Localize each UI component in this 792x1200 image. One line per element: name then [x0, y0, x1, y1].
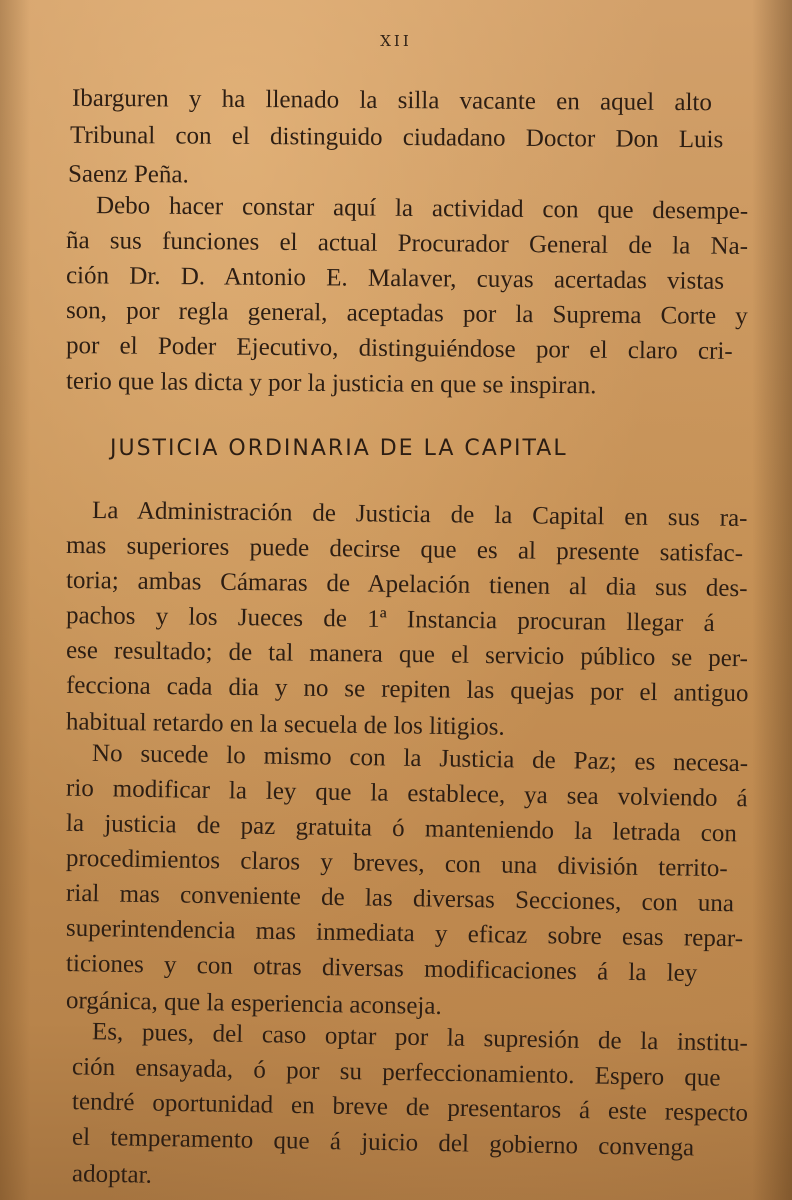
text-line: por el Poder Ejecutivo, distinguiéndose por el claro cri-	[65, 332, 733, 365]
text-line: tendré oportunidad en breve de presentaros á este respecto	[71, 1088, 749, 1127]
text-line: ticiones y con otras diversas modificaciones á la ley	[65, 950, 698, 987]
text-line: Tribunal con el distinguido ciudadano Doctor Don Luis	[69, 121, 724, 154]
section-heading: JUSTICIA ORDINARIA DE LA CAPITAL	[110, 436, 568, 461]
text-line: procedimientos claros y breves, con una división territo-	[65, 844, 728, 883]
page-number: XII	[380, 32, 412, 50]
text-line: ción Dr. D. Antonio E. Malaver, cuyas acertadas vistas	[65, 262, 725, 295]
text-line: pachos y los Jueces de 1ª Instancia procuran llegar á	[65, 602, 715, 637]
text-line: toria; ambas Cámaras de Apelación tienen al dia sus des-	[65, 566, 748, 603]
text-line: el temperamento que á juicio del gobierno convenga	[71, 1123, 695, 1162]
text-line: rial mas conveniente de las diversas Secciones, con una	[65, 879, 735, 918]
text-line: orgánica, que la esperiencia aconseja.	[65, 987, 442, 1020]
text-line: la justicia de paz gratuita ó manteniendo la letrada con	[65, 809, 738, 848]
text-line: Ibarguren y ha llenado la silla vacante en aquel alto	[71, 84, 712, 117]
text-line: Saenz Peña.	[67, 160, 189, 189]
text-line: Debo hacer constar aquí la actividad con que desempe-	[95, 192, 749, 225]
text-line: mas superiores puede decirse que es al presente satisfac-	[65, 531, 744, 568]
text-line: terio que las dicta y por la justicia en que se inspiran.	[65, 367, 597, 400]
text-line: ción ensayada, ó por su perfeccionamiento. Espero que	[71, 1053, 721, 1092]
text-line: fecciona cada dia y no se repiten las quejas por el antiguo	[65, 671, 749, 708]
text-line: habitual retardo en la secuela de los litigios.	[65, 708, 505, 741]
text-line: Es, pues, del caso optar por la supresión de la institu-	[91, 1018, 749, 1057]
text-line: ña sus funciones el actual Procurador General de la Na-	[65, 227, 749, 260]
text-line: superintendencia mas inmediata y eficaz sobre esas repar-	[65, 914, 744, 953]
text-line: son, por regla general, aceptadas por la Suprema Corte y	[65, 297, 748, 330]
text-line: No sucede lo mismo con la Justicia de Paz; es necesa-	[91, 739, 749, 778]
text-line: ese resultado; de tal manera que el servicio público se per-	[65, 636, 749, 673]
text-line: rio modificar la ley que la establece, ya sea volviendo á	[65, 774, 748, 813]
text-line: adoptar.	[71, 1160, 153, 1189]
text-line: La Administración de Justicia de la Capital en sus ra-	[91, 496, 748, 533]
